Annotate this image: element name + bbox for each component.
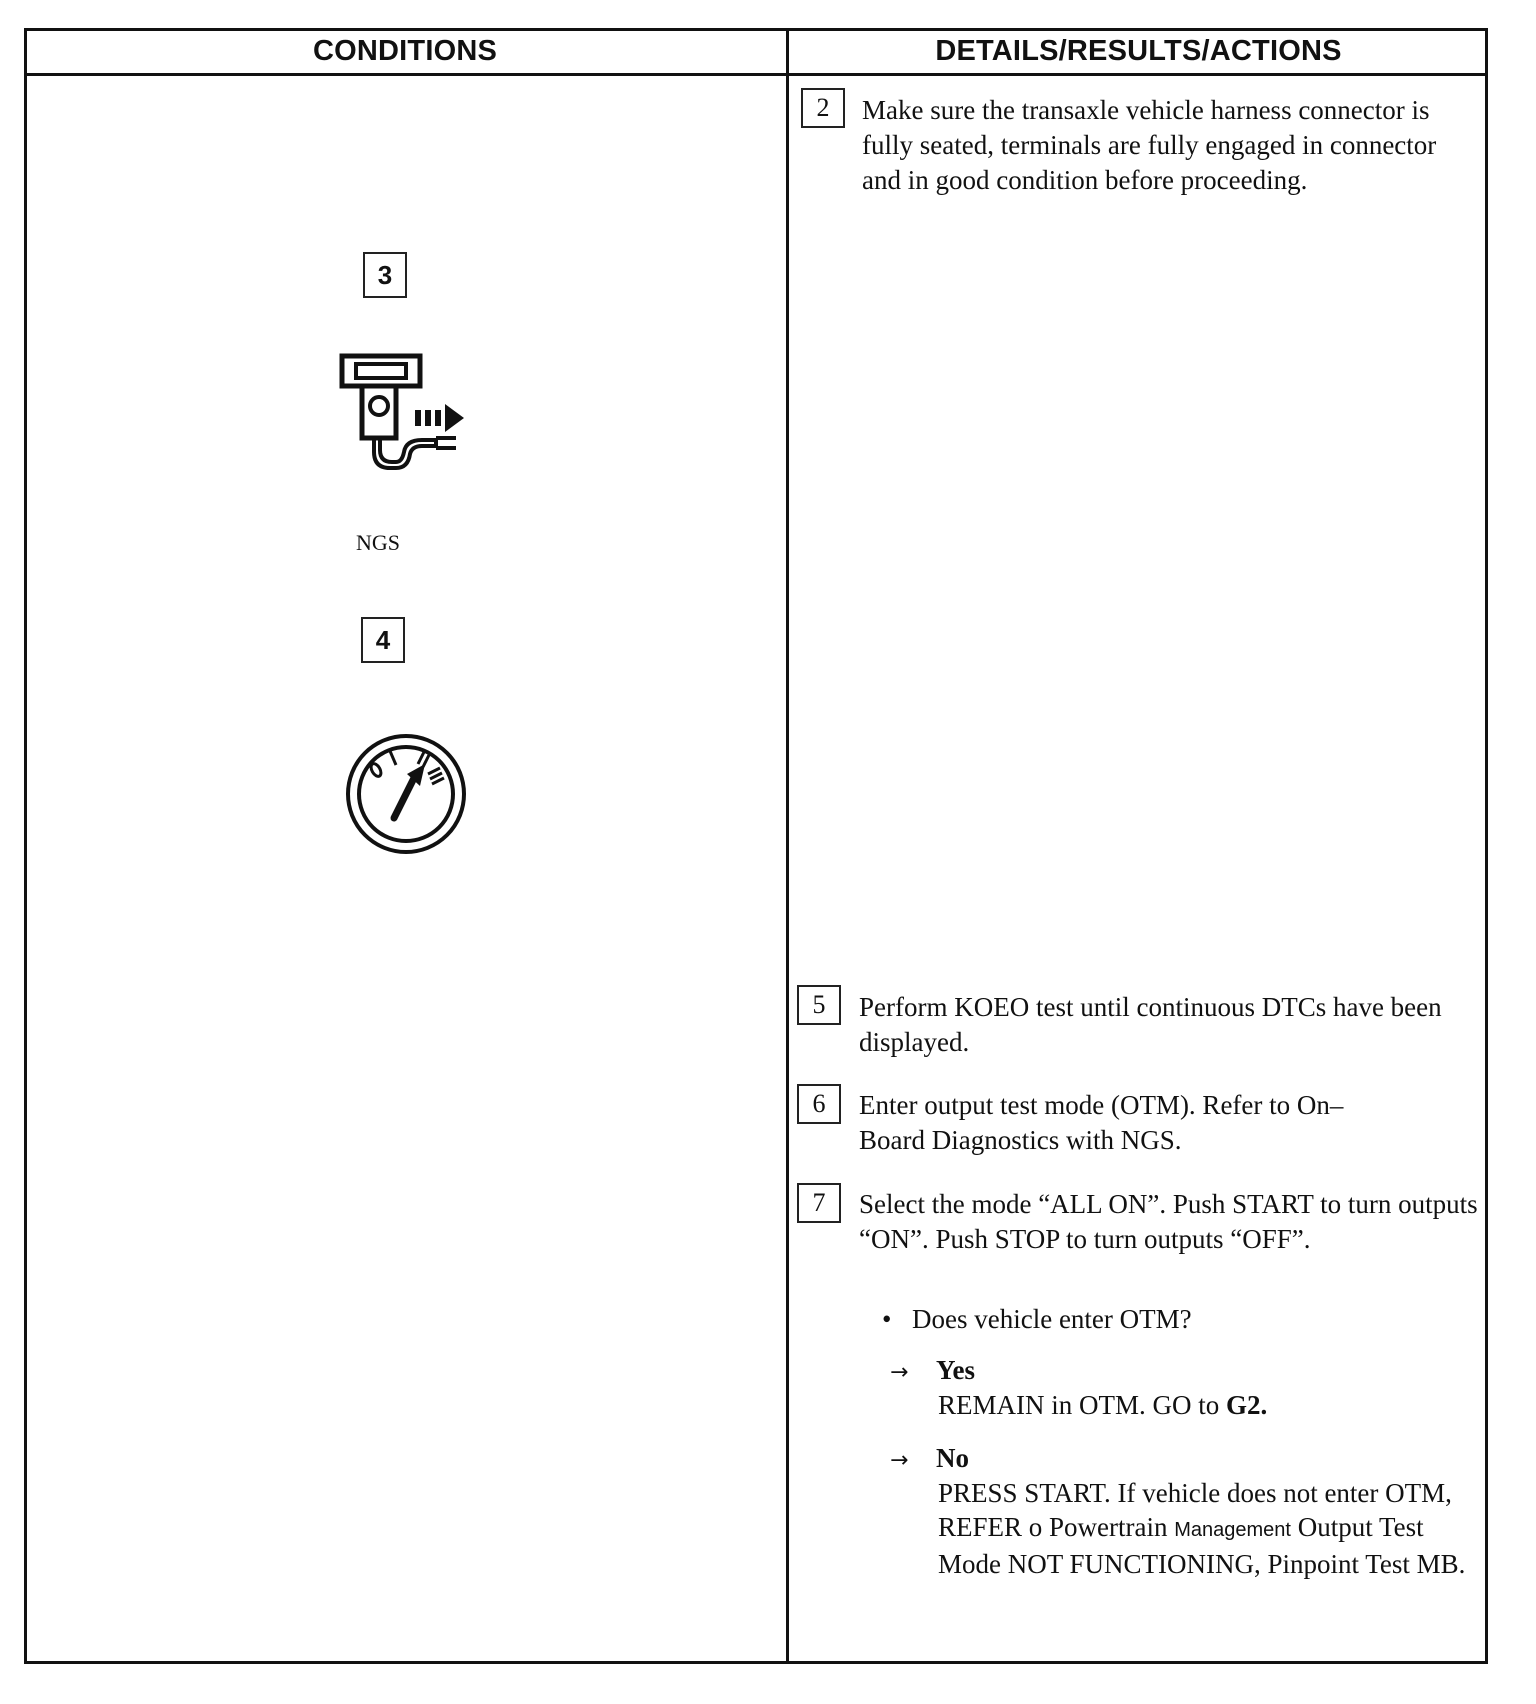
conditions-header: CONDITIONS [312, 34, 498, 67]
yes-action-target: G2. [1226, 1390, 1268, 1420]
no-action-small: Management [1174, 1519, 1291, 1541]
detail-step-7-text: Select the mode “ALL ON”. Push START to turn outputs “ON”. Push STOP to turn outputs “OFF”. [859, 1189, 1478, 1254]
no-action-text-2: Output Test Mode NOT FUNCTIONING, Pinpoint Test MB. [938, 1512, 1466, 1579]
question-text: Does vehicle enter OTM? [912, 1304, 1192, 1334]
detail-step-2-text: Make sure the transaxle vehicle harness connector is fully seated, terminals are fully engaged in connector and in good condition before proceeding. [862, 95, 1437, 195]
detail-step-5-box: 5 [797, 985, 841, 1025]
yes-action [938, 1388, 1478, 1422]
details-header: DETAILS/RESULTS/ACTIONS [935, 34, 1342, 67]
ngs-label: NGS [356, 530, 401, 555]
detail-step-6-text: Enter output test mode (OTM). Refer to On–Board Diagnostics with NGS. [859, 1090, 1344, 1155]
no-action-text-1: PRESS START. If vehicle does not enter OTM, REFER o Powertrain [938, 1478, 1452, 1542]
no-action [938, 1476, 1478, 1581]
arrow-icon: → [890, 1448, 909, 1473]
bullet-dot: • [882, 1304, 892, 1334]
no-label: No [936, 1443, 969, 1473]
arrow-icon: → [890, 1360, 909, 1385]
detail-step-2-box: 2 [801, 88, 845, 128]
detail-step-6-box: 6 [797, 1084, 841, 1124]
ngs-connector-icon [336, 350, 484, 478]
condition-step-3-box: 3 [363, 252, 407, 298]
condition-step-4-box: 4 [361, 617, 405, 663]
no-branch [890, 1441, 969, 1478]
detail-step-5-text: Perform KOEO test until continuous DTCs have been displayed. [859, 992, 1442, 1057]
yes-branch [890, 1353, 975, 1390]
column-divider [786, 28, 789, 1664]
ignition-switch-icon [332, 730, 474, 854]
yes-label: Yes [936, 1355, 975, 1385]
question-bullet [882, 1302, 1192, 1337]
detail-step-7-box: 7 [797, 1183, 841, 1223]
yes-action-text: REMAIN in OTM. GO to [938, 1390, 1226, 1420]
